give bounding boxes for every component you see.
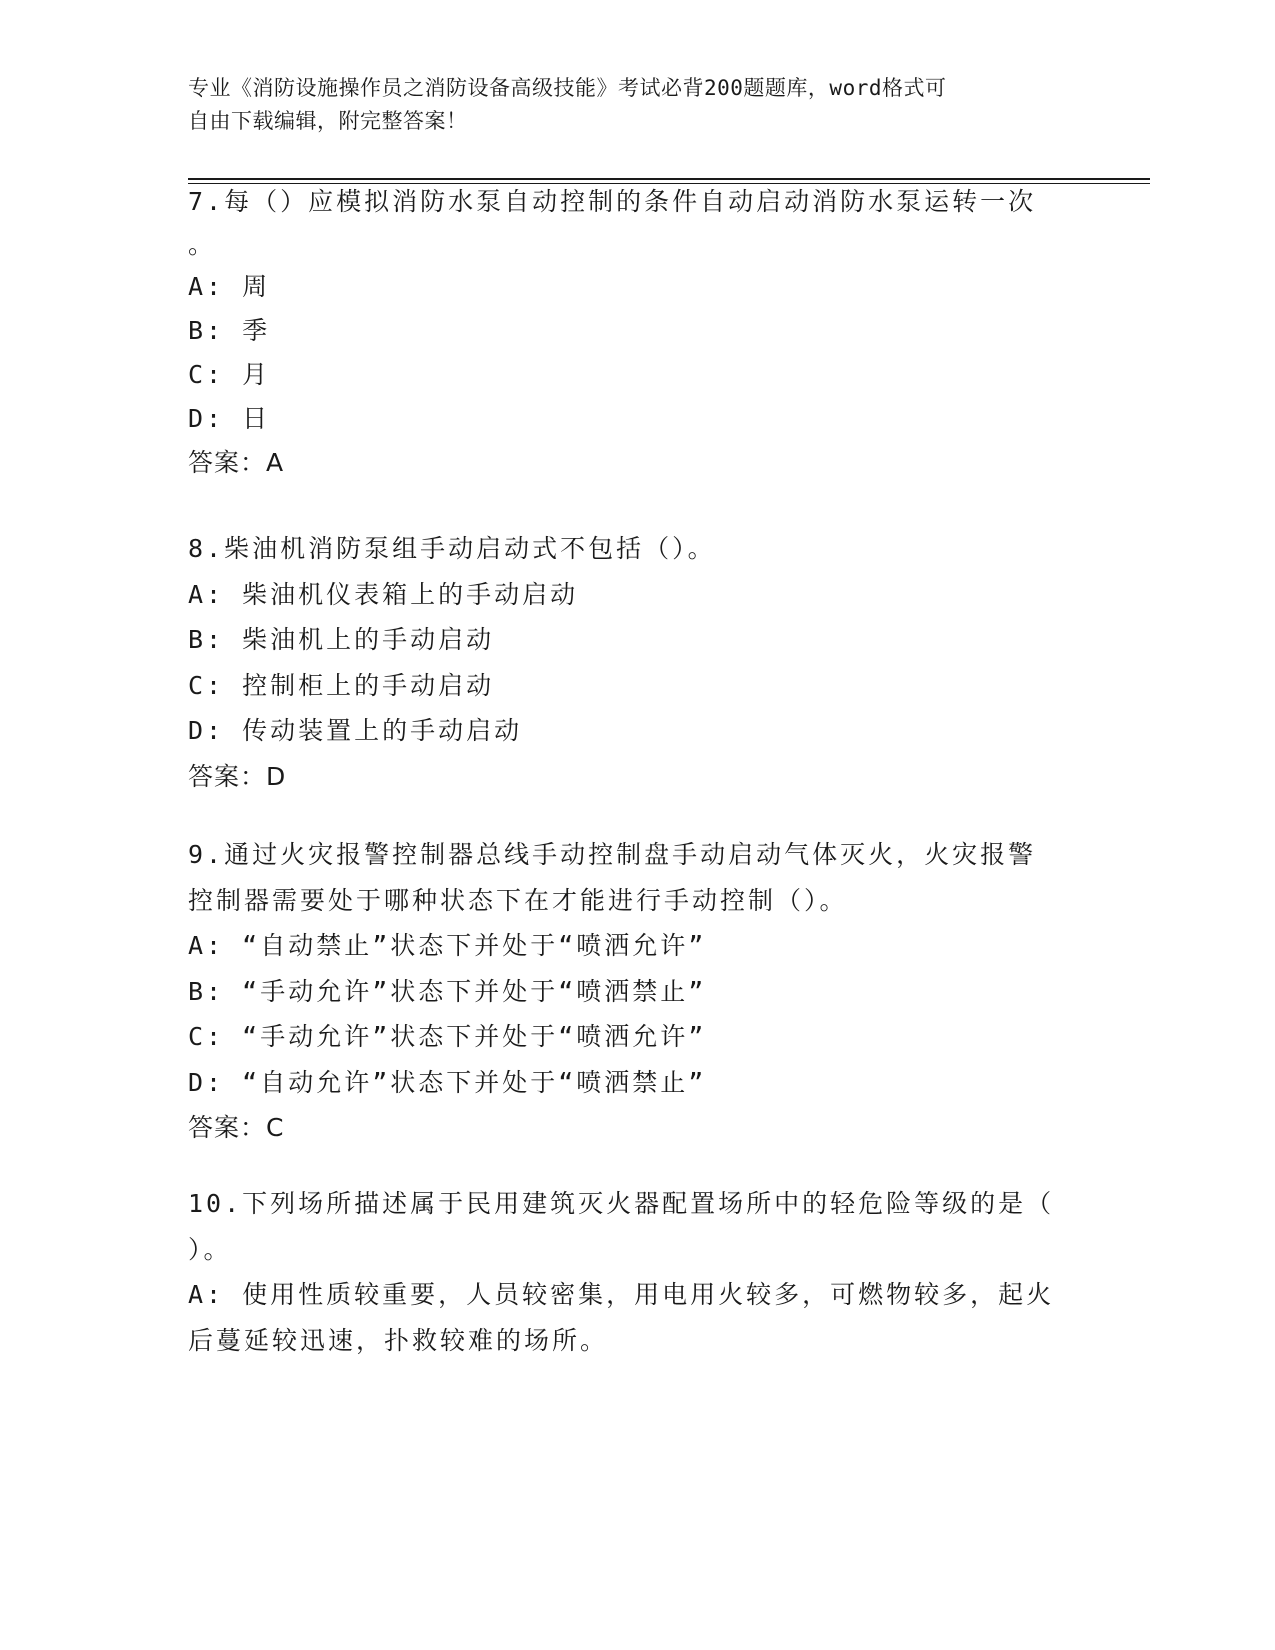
option-d: D: “自动允许”状态下并处于“喷洒禁止” [188, 1067, 707, 1097]
question-9 [188, 832, 1068, 1151]
question-8 [188, 526, 1068, 799]
question-10 [188, 1181, 1068, 1363]
option-a: A: “自动禁止”状态下并处于“喷洒允许” [188, 931, 707, 960]
answer: 答案：D [188, 761, 287, 791]
header-line-1: 专业《消防设施操作员之消防设备高级技能》考试必背200题题库，word格式可 [188, 76, 947, 100]
option-d: D: 传动装置上的手动启动 [188, 716, 523, 745]
question-7 [188, 179, 1068, 485]
document-header [188, 72, 1068, 138]
option-c: C: 控制柜上的手动启动 [188, 670, 495, 700]
option-a: A: 柴油机仪表箱上的手动启动 [188, 579, 579, 609]
option-d: D: 日 [188, 404, 271, 433]
header-line-2: 自由下载编辑，附完整答案！ [188, 109, 468, 133]
question-stem-continued: 。 [188, 230, 217, 259]
answer: 答案：A [188, 448, 285, 477]
answer: 答案：C [188, 1113, 285, 1142]
question-stem: 8.柴油机消防泵组手动启动式不包括（）。 [188, 534, 716, 563]
option-c: C: “手动允许”状态下并处于“喷洒允许” [188, 1022, 707, 1051]
option-a: A: 使用性质较重要，人员较密集，用电用火较多，可燃物较多，起火 [188, 1280, 1055, 1309]
question-stem: 9.通过火灾报警控制器总线手动控制盘手动启动气体灭火，火灾报警 [188, 840, 1037, 869]
option-b: B: “手动允许”状态下并处于“喷洒禁止” [188, 976, 707, 1006]
question-stem: 10.下列场所描述属于民用建筑灭火器配置场所中的轻危险等级的是（ [188, 1189, 1055, 1218]
option-a-continued: 后蔓延较迅速，扑救较难的场所。 [188, 1325, 609, 1355]
question-stem-continued: ）。 [188, 1234, 232, 1264]
option-c: C: 月 [188, 360, 271, 389]
question-stem: 7.每（）应模拟消防水泵自动控制的条件自动启动消防水泵运转一次 [188, 187, 1037, 216]
question-stem-continued: 控制器需要处于哪种状态下在才能进行手动控制（）。 [188, 885, 848, 915]
option-b: B: 季 [188, 316, 271, 345]
option-a: A: 周 [188, 272, 271, 301]
option-b: B: 柴油机上的手动启动 [188, 625, 495, 654]
